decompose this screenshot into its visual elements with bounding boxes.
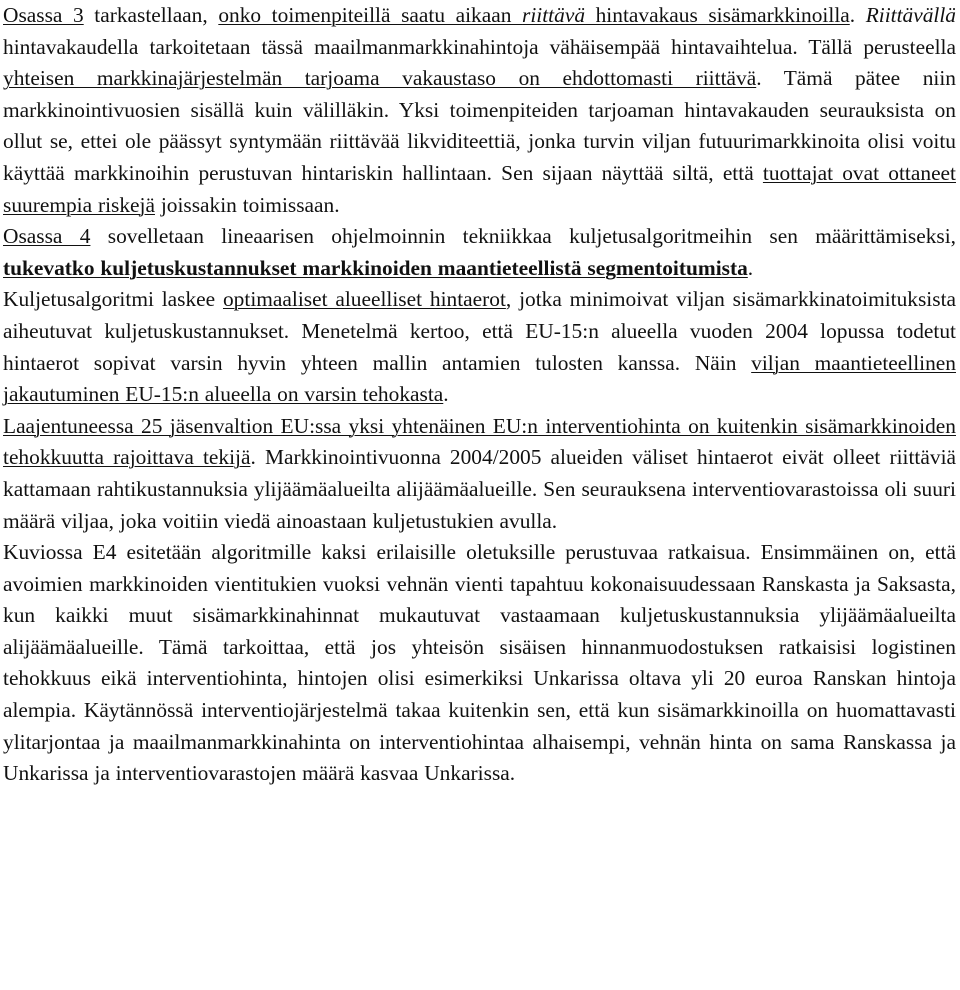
text-run: Osassa 4 [3,224,91,249]
text-run: tuottajat ovat ottaneet suurempia riskejä [3,160,956,217]
text-run: Laajentuneessa 25 jäsenvaltion EU:ssa yksi yhtenäinen EU:n interventiohinta on kuitenkin sisämarkkinoiden tehokkuutta rajoittava tekijä [3,413,956,470]
text-run: Kuljetusalgoritmi laskee [3,287,223,312]
text-run: hintavakaus sisämarkkinoilla [585,3,850,27]
text-run: Osassa 3 [3,3,84,27]
text-run: optimaaliset alueelliset hintaerot [222,287,506,312]
text-run: joissakin toimissaan. [154,192,340,217]
text-run: Kuviossa E4 esitetään algoritmille kaksi erilaisille oletuksille perustuvaa ratkaisua. Ensimmäinen on, että avoimien markkinoiden vientitukien vuoksi vehnän vienti tapahtuu kokonaisuudessaan Ranskasta ja Saksasta, kun kaikki muut sisämarkkinahinnat mukautuvat vastaamaan kuljetuskustannuksia ylijäämäalueilta alijäämäalueille. Tämä tarkoittaa, että jos yhteisön sisäisen hinnanmuodostuksen ratkaisisi logistinen tehokkuus eikä interventiohinta, hintojen olisi esimerkiksi Unkarissa oltava yli 20 euroa Ranskan hintoja alempia. Käytännössä interventiojärjestelmä takaa kuitenkin sen, että kun sisämarkkinoilla on huomattavasti ylitarjontaa ja maailmanmarkkinahinta on interventiohintaa alhaisempi, vehnän hinta on sama Ranskassa ja Unkarissa ja interventiovarastojen määrä kasvaa Unkarissa. [3,540,956,786]
text-run: tukevatko kuljetuskustannukset markkinoiden maantieteellistä segmentoitumista [3,255,748,280]
paragraph-part-4 [3,221,956,284]
text-run: viljan maantieteellinen jakautuminen EU-15:n alueella on varsin tehokasta [3,350,956,407]
text-run: onko toimenpiteillä saatu aikaan [218,3,523,27]
text-run: hintavakaudella tarkoitetaan tässä maailmanmarkkinahintoja vähäisempää hintavaihtelua. Tällä perusteella [3,34,956,59]
text-run: . [849,3,866,27]
text-run: . [443,382,449,407]
text-run: tarkastellaan, [83,3,219,27]
paragraph-transport-algorithm [3,284,956,410]
paragraph-figure-e4 [3,537,956,790]
paragraph-eu25 [3,411,956,537]
text-run: riittävä [522,3,586,27]
text-run: Riittävällä [865,3,957,27]
text-run: sovelletaan lineaarisen ohjelmoinnin tekniikkaa kuljetusalgoritmeihin sen määrittämiseksi, [90,224,956,249]
text-run: . Markkinointivuonna 2004/2005 alueiden väliset hintaerot eivät olleet riittäviä kattamaan rahtikustannuksia ylijäämäalueilta alijäämäalueille. Sen seurauksena interventiovarastoissa oli suuri määrä viljaa, joka voitiin viedä ainoastaan kuljetustukien avulla. [3,445,957,533]
text-run: yhteisen markkinajärjestelmän tarjoama vakaustaso on ehdottomasti riittävä [3,66,757,91]
text-run: . [747,255,754,280]
paragraph-part-3 [3,0,956,221]
text-run: , jotka minimoivat viljan sisämarkkinatoimituksista aiheutuvat kuljetuskustannukset. Menetelmä kertoo, että EU-15:n alueella vuoden 2004 lopussa todetut hintaerot sopivat varsin hyvin yhteen mallin antamien tulosten kanssa. Näin [3,287,957,375]
text-run: . Tämä pätee niin markkinointivuosien sisällä kuin välilläkin. Yksi toimenpiteiden tarjoaman hintavakauden seurauksista on ollut se, ettei ole päässyt syntymään riittävää likviditeettiä, jonka turvin viljan futuurimarkkinoita olisi voitu käyttää markkinoihin perustuvan hintariskin hallintaan. Sen sijaan näyttää siltä, että [3,66,956,185]
